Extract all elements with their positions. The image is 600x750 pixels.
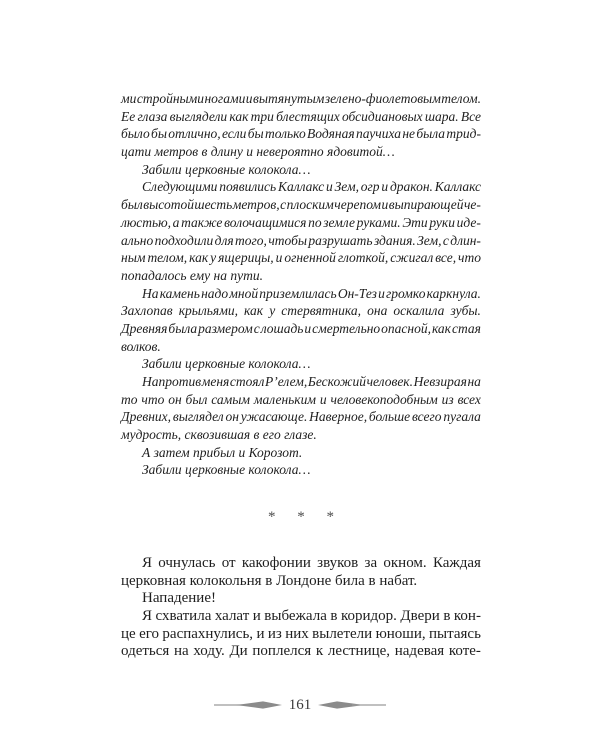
word: в — [443, 607, 451, 624]
flourish-right-icon — [318, 699, 386, 711]
word: ально — [121, 232, 154, 248]
word: вылетели — [312, 625, 373, 642]
word: как — [189, 250, 209, 266]
word: лошадь — [260, 320, 304, 336]
word: Следующими — [142, 179, 218, 195]
word: мной — [229, 285, 259, 301]
paragraph — [121, 285, 481, 356]
word: из — [267, 625, 282, 642]
word: как — [431, 320, 451, 336]
word: все, — [435, 250, 457, 266]
word: и — [304, 320, 312, 336]
word: была — [416, 126, 446, 142]
word: руки — [429, 214, 455, 230]
word: крыльями, — [178, 303, 238, 319]
word: у — [210, 250, 217, 266]
word: стоял — [229, 374, 265, 389]
word: приземлилась — [259, 285, 337, 301]
word: очнулась — [158, 555, 216, 572]
word: черепом — [334, 197, 382, 213]
text-line — [121, 626, 481, 644]
word: Бескожий — [307, 374, 366, 389]
word: Каллакс — [434, 179, 481, 195]
word: Водяная — [307, 126, 355, 142]
word: и — [245, 91, 253, 106]
word: люстью, — [121, 214, 172, 230]
word: если — [221, 126, 247, 142]
word: больше — [368, 409, 411, 425]
word: также — [181, 214, 223, 230]
word: шесть — [194, 197, 233, 213]
text-line — [121, 373, 481, 391]
word: всех — [457, 391, 481, 407]
word: он — [168, 391, 182, 407]
word: меня — [201, 374, 230, 389]
word: ным — [121, 250, 146, 266]
word: подходили — [154, 232, 214, 248]
word: пугала — [443, 409, 481, 425]
word: ногами — [204, 91, 246, 106]
word: дракон. — [389, 179, 433, 195]
word: на — [174, 643, 189, 660]
word: громко — [386, 285, 426, 301]
paragraph — [121, 555, 481, 590]
word: камень — [159, 285, 200, 301]
word: Древняя — [121, 320, 168, 336]
word: кон- — [453, 607, 481, 624]
word: с — [253, 320, 260, 336]
page-footer — [0, 698, 600, 712]
word: одеться — [121, 643, 170, 660]
text-line — [121, 178, 481, 196]
word: Зем, — [417, 232, 442, 248]
word: того, — [235, 232, 267, 248]
word: самым — [211, 391, 251, 407]
word: была — [168, 320, 198, 336]
word: На — [142, 285, 159, 301]
word: к — [315, 643, 324, 660]
word: только — [264, 126, 306, 142]
text-line: Забили церковные колокола… — [142, 462, 311, 478]
text-line: попадалось ему на пути. — [121, 267, 263, 283]
word: Ди — [229, 643, 248, 660]
word: маленьким — [253, 391, 316, 407]
word: выпирающей — [388, 197, 464, 213]
word: руками. — [356, 214, 401, 230]
word: то — [121, 391, 138, 407]
word: смертельно — [312, 320, 381, 336]
word: три — [250, 108, 274, 124]
word: как — [229, 108, 249, 124]
word: оскалила — [393, 303, 445, 319]
word: халат — [214, 607, 250, 624]
word: отлично, — [168, 126, 221, 142]
word: был — [185, 391, 208, 407]
text-line: волков. — [121, 338, 161, 354]
text-line — [121, 108, 481, 126]
word: человек. — [366, 374, 414, 389]
word: бы — [151, 126, 167, 142]
word: иде- — [456, 214, 481, 230]
word: чтобы — [268, 232, 308, 248]
word: трид- — [446, 126, 481, 142]
text-line — [121, 196, 481, 214]
word: из — [441, 391, 454, 407]
word: размером — [198, 320, 253, 336]
text-line — [121, 214, 481, 232]
text-line — [121, 249, 481, 267]
word: у — [269, 303, 276, 319]
word: Эти — [402, 214, 428, 230]
paragraph — [121, 444, 481, 462]
text-line: А затем прибыл и Корозот. — [142, 444, 303, 460]
word: что — [458, 250, 481, 266]
word: и — [378, 285, 385, 301]
word: выглядели — [169, 108, 228, 124]
italic-text-section — [121, 90, 481, 479]
word: а — [172, 214, 180, 230]
paragraph — [121, 178, 481, 284]
word: Напротив — [142, 374, 202, 389]
word: распахнулись, — [162, 625, 254, 642]
word: глоткой, — [337, 250, 389, 266]
word: его — [139, 625, 160, 642]
text-line: Забили церковные колокола… — [142, 161, 311, 177]
word: ми — [121, 91, 137, 106]
word: за — [364, 555, 378, 572]
word: Я — [142, 607, 153, 624]
word: Каждая — [432, 555, 481, 572]
word: для — [214, 232, 234, 248]
paragraph — [121, 355, 481, 373]
word: было — [121, 126, 150, 142]
text-line — [121, 320, 481, 338]
word: какофонии — [241, 555, 311, 572]
word: коте- — [448, 643, 481, 660]
text-area — [121, 90, 481, 661]
paragraph — [121, 461, 481, 479]
scene-break-separator: * * * — [268, 509, 343, 526]
word: Он-Тез — [337, 285, 377, 301]
word: с — [442, 232, 449, 248]
word: и — [381, 179, 389, 195]
word: поплелся — [252, 643, 312, 660]
text-line — [121, 302, 481, 320]
text-line: мудрость, сквозившая в его глазе. — [121, 427, 317, 443]
word: обсидиановых — [341, 108, 423, 124]
paragraph — [121, 590, 481, 608]
text-line — [121, 285, 481, 303]
word: земле — [323, 214, 355, 230]
word: ходу. — [193, 643, 225, 660]
word: и — [252, 607, 261, 624]
word: ящерицы, — [218, 250, 274, 266]
word: лестнице, — [327, 643, 391, 660]
word: Я — [142, 555, 153, 572]
text-line — [121, 608, 481, 626]
word: Наверное, — [309, 409, 368, 425]
word: зубы. — [450, 303, 481, 319]
word: появились — [219, 179, 277, 195]
word: и — [319, 391, 327, 407]
word: Зем, — [334, 179, 359, 195]
text-line — [121, 90, 481, 108]
word: и — [381, 197, 389, 213]
word: Невзирая — [413, 374, 467, 389]
word: це — [121, 625, 136, 642]
text-line — [121, 408, 481, 426]
paragraph — [121, 373, 481, 444]
word: на — [467, 374, 481, 389]
word: огр — [360, 179, 380, 195]
word: окном. — [383, 555, 427, 572]
word: стройными — [136, 91, 205, 106]
word: огненной — [284, 250, 336, 266]
word: Р’елем, — [265, 374, 308, 389]
word: опасной, — [381, 320, 431, 336]
word: от — [221, 555, 236, 572]
word: глаза — [137, 108, 168, 124]
word: волочащимися — [224, 214, 307, 230]
paragraph — [121, 161, 481, 179]
text-line: Нападение! — [142, 590, 216, 607]
word: здания. — [373, 232, 416, 248]
text-line: цати метров в длину и невероятно ядовитой… — [121, 144, 395, 160]
text-line — [121, 643, 481, 661]
word: Двери — [400, 607, 440, 624]
word: как — [244, 303, 264, 319]
word: зелено-фиолетовым — [324, 91, 441, 106]
word: длин- — [450, 232, 481, 248]
word: был — [121, 197, 143, 213]
regular-text-section — [121, 555, 481, 661]
word: звуков — [317, 555, 359, 572]
word: блестящих — [276, 108, 340, 124]
word: стая — [451, 320, 481, 336]
word: выглядел — [172, 409, 224, 425]
text-line — [121, 391, 481, 409]
word: высотой — [143, 197, 194, 213]
word: пытаясь — [429, 625, 481, 642]
word: Каллакс — [278, 179, 325, 195]
word: вытянутым — [252, 91, 325, 106]
text-line — [121, 125, 481, 143]
word: всего — [412, 409, 442, 425]
word: них — [285, 625, 309, 642]
word: плоским — [286, 197, 334, 213]
word: он — [225, 409, 239, 425]
page-number: 161 — [288, 697, 312, 713]
flourish-left-icon — [214, 699, 282, 711]
word: выбежала — [264, 607, 327, 624]
word: Все — [460, 108, 481, 124]
word: разрушать — [308, 232, 373, 248]
word: надевая — [394, 643, 445, 660]
word: Древних, — [121, 409, 172, 425]
text-line — [121, 232, 481, 250]
word: схватила — [155, 607, 212, 624]
word: и — [275, 250, 283, 266]
word: юноши, — [375, 625, 426, 642]
word: сжигал — [390, 250, 434, 266]
word: Захлопав — [121, 303, 173, 319]
word: не — [402, 126, 416, 142]
word: коридор. — [340, 607, 397, 624]
word: метров, — [232, 197, 280, 213]
text-line: церковная колокольня в Лондоне била в набат. — [121, 572, 418, 589]
paragraph — [121, 608, 481, 661]
word: стервятника, — [281, 303, 362, 319]
word: телом, — [147, 250, 188, 266]
word: че- — [463, 197, 481, 213]
word: с — [280, 197, 287, 213]
word: она — [367, 303, 388, 319]
text-line: Забили церковные колокола… — [142, 356, 311, 372]
word: паучиха — [355, 126, 402, 142]
word: Ее — [121, 108, 136, 124]
word: бы — [247, 126, 264, 142]
word: каркнула. — [426, 285, 481, 301]
word: в — [330, 607, 338, 624]
paragraph — [121, 90, 481, 161]
word: надо — [201, 285, 229, 301]
word: ужасающе. — [240, 409, 308, 425]
word: что — [141, 391, 165, 407]
word: телом. — [441, 91, 481, 106]
word: и — [256, 625, 265, 642]
text-line — [121, 555, 481, 573]
word: по — [308, 214, 322, 230]
word: человекоподобным — [330, 391, 438, 407]
word: и — [326, 179, 333, 195]
word: шара. — [424, 108, 459, 124]
